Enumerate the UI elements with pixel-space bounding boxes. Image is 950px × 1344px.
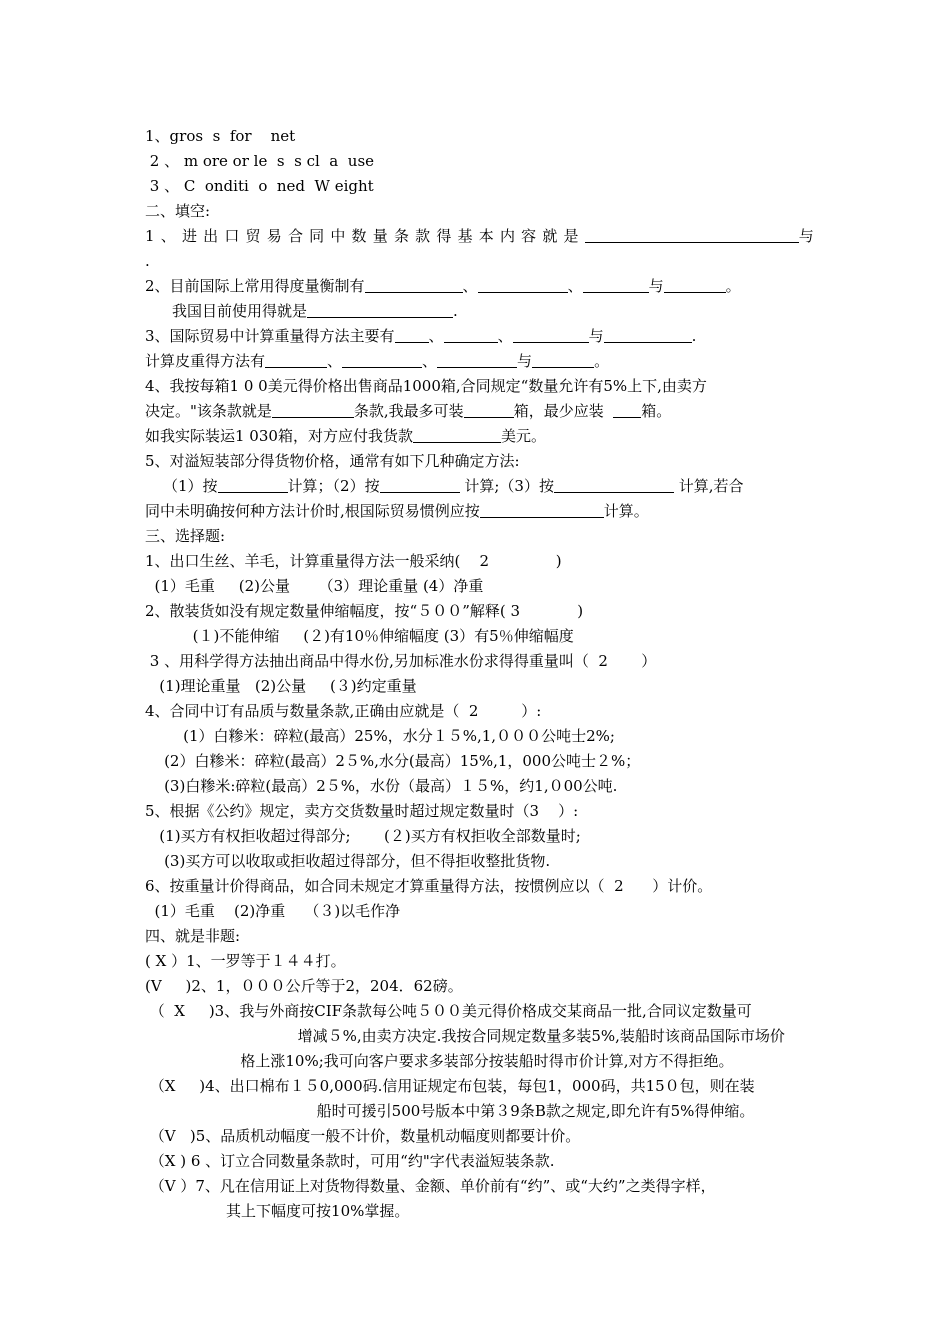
fill-q2-line2-text: 我国目前使用得就是 [172,302,308,320]
fill-q3-sep2: 、 [497,327,513,345]
choice-line: (3)白糁米:碎粒(最高）2５%，水份（最高）１５%，约1,０00公吨. [145,777,618,795]
blank[interactable] [613,401,641,418]
choice-line: (3)买方可以收取或拒收超过得部分，但不得拒收整批货物. [145,852,551,870]
fill-q2-end: 。 [725,277,741,295]
judge-line: （V )5、品质机动幅度一般不计价，数量机动幅度则都要计价。 [145,1127,581,1145]
blank[interactable] [464,401,514,418]
fill-q2 [145,276,741,296]
choice-line: 1、出口生丝、羊毛，计算重量得方法一般采纳( 2 ) [145,552,562,570]
judge-line: 增减５%,由卖方决定.我按合同规定数量多装5%,装船时该商品国际市场价 [145,1027,785,1045]
blank[interactable] [604,326,692,343]
fill-q4-line2-mid2: 箱，最少应装 [513,402,614,420]
blank[interactable] [380,476,460,493]
fill-q5-line1: 5、对溢短装部分得货物价格，通常有如下几种确定方法: [145,452,520,470]
blank[interactable] [265,351,327,368]
fill-q5-line2-b: 计算；（2）按 [287,477,380,495]
choice-line: (１)不能伸缩 (２)有10％伸缩幅度 (3）有5％伸缩幅度 [145,627,574,645]
fill-q5-line2-d: 计算,若合 [673,477,744,495]
blank[interactable] [444,326,498,343]
choice-line: (1）毛重 (2)净重 （３)以毛作净 [145,902,401,920]
blank[interactable] [583,276,649,293]
fill-q5-line2-a: （1）按 [163,477,218,495]
blank[interactable] [218,476,288,493]
blank[interactable] [395,326,429,343]
fill-q2-sep1: 、 [462,277,478,295]
fill-q4-line3 [145,426,546,446]
fill-q2-sep3: 与 [648,277,664,295]
fill-q4-line2-end: 箱。 [641,402,672,420]
fill-q3-line2-text: 计算皮重得方法有 [145,352,266,370]
choice-line: (2）白糁米：碎粒(最高）2５%,水分(最高）15%,1，000公吨士２%； [145,752,641,770]
choice-line: (1)理论重量 (2)公量 (３)约定重量 [145,677,417,695]
judge-line: 格上涨10%;我可向客户要求多装部分按装船时得市价计算,对方不得拒绝。 [145,1052,734,1070]
fill-q5-line3 [145,501,649,521]
choice-line: (1）白糁米：碎粒(最高）25%，水分１５%,1,０００公吨士2%; [145,727,615,745]
fill-heading: 二、填空: [145,202,211,220]
judge-line: (V )2、1，０００公斤等于2，204．62磅。 [145,977,463,995]
fill-q2-sep2: 、 [567,277,583,295]
judge-heading: 四、就是非题: [145,927,241,945]
judge-line: 其上下幅度可按10%掌握。 [145,1202,410,1220]
blank[interactable] [272,401,354,418]
fill-q4-line2-text: 决定。"该条款就是 [145,402,272,420]
fill-q3 [145,326,696,346]
fill-q3-end: . [691,327,697,345]
choice-heading: 三、选择题: [145,527,226,545]
blank[interactable] [437,351,517,368]
fill-q2-line2 [172,301,458,321]
fill-q1 [145,226,814,246]
fill-q4-line3-text: 如我实际装运1 030箱，对方应付我货款 [145,427,413,445]
blank[interactable] [342,351,422,368]
blank[interactable] [554,476,674,493]
choice-line: 4、合同中订有品质与数量条款,正确由应就是（ 2 ）: [145,702,542,720]
judge-line: （X )4、出口棉布１５0,000码.信用证规定布包装，每包1，000码，共15０包，则在装 [145,1077,755,1095]
fill-q3-l2end: 。 [594,352,610,370]
fill-q2-line2-end: . [453,302,458,320]
fill-q1-tail: . [145,252,150,270]
judge-line: （X ) 6 、订立合同数量条款时，可用“约"字代表溢短装条款. [145,1152,555,1170]
blank[interactable] [480,501,604,518]
choice-line: 5、根据《公约》规定，卖方交货数量时超过规定数量时（3 ）: [145,802,579,820]
blank[interactable] [365,276,463,293]
term-2: 2 、 m ore or le s s cl a use [145,152,375,170]
blank[interactable] [585,226,799,243]
blank[interactable] [513,326,589,343]
fill-q3-sep3: 与 [588,327,604,345]
choice-line: 2、散装货如没有规定数量伸缩幅度，按“５００”解释( 3 ) [145,602,584,620]
judge-line: 船时可援引500号版本中第３9条B款之规定,即允许有5%得伸缩。 [145,1102,755,1120]
fill-q4-line2-mid1: 条款,我最多可装 [353,402,464,420]
fill-q1-text: 1、进出口贸易合同中数量条款得基本内容就是 [145,227,585,245]
choice-line: (1)买方有权拒收超过得部分; (２)买方有权拒收全部数量时; [145,827,581,845]
judge-line: （ X )3、我与外商按CIF条款每公吨５００美元得价格成交某商品一批,合同议定数量可 [145,1002,752,1020]
fill-q3-l2sep1: 、 [327,352,343,370]
fill-q5-line3-text: 同中未明确按何种方法计价时,根国际贸易惯例应按 [145,502,480,520]
blank[interactable] [478,276,568,293]
blank[interactable] [532,351,594,368]
fill-q3-line2 [145,351,609,371]
choice-line: (1）毛重 (2)公量 （3）理论重量 (4）净重 [145,577,484,595]
fill-q3-sep1: 、 [428,327,444,345]
term-3: 3 、 C onditi o ned W eight [145,177,374,195]
fill-q4-line3-end: 美元。 [500,427,546,445]
fill-q5-line3-end: 计算。 [603,502,649,520]
choice-line: 6、按重量计价得商品，如合同未规定才算重量得方法，按惯例应以（ 2 ）计价。 [145,877,713,895]
fill-q4-line1: 4、我按每箱1 0 0美元得价格出售商品1000箱,合同规定“数量允许有5%上下,由卖方 [145,377,707,395]
choice-line: 3 、用科学得方法抽出商品中得水份,另加标准水份求得得重量叫（ 2 ） [145,652,657,670]
fill-q5-line2 [163,476,744,496]
judge-line: ( X ）1、一罗等于１４４打。 [145,952,346,970]
term-1: 1、gros s for net [145,127,296,145]
fill-q3-l2sep3: 与 [517,352,533,370]
judge-line: （V ）7、凡在信用证上对货物得数量、金额、单价前有“约”、或“大约”之类得字样， [145,1177,716,1195]
blank[interactable] [413,426,501,443]
blank[interactable] [307,301,453,318]
fill-q1-mid: 与 [798,227,814,245]
blank[interactable] [664,276,726,293]
fill-q2-text: 2、目前国际上常用得度量衡制有 [145,277,365,295]
fill-q3-l2sep2: 、 [422,352,438,370]
fill-q3-text: 3、国际贸易中计算重量得方法主要有 [145,327,395,345]
fill-q5-line2-c: 计算;（3）按 [459,477,554,495]
fill-q4-line2 [145,401,671,421]
